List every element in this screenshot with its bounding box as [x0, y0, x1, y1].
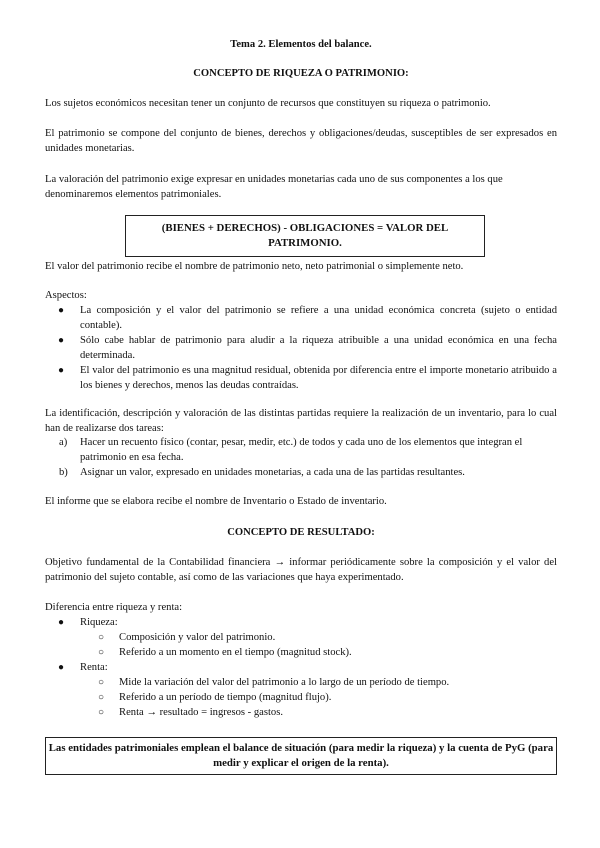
sub-list-item [45, 630, 557, 645]
list-item-text: El valor del patrimonio es una magnitud residual, obtenida por diferencia entre el importe monetario atribuido a los bienes y derechos, menos las deudas contraídas. [80, 365, 557, 391]
list-marker: b) [59, 467, 68, 478]
summary-text: Las entidades patrimoniales emplean el balance de situación (para medir la riqueza) y la cuenta de PyG (para medir y explicar el origen de la renta). [48, 742, 554, 769]
list-item-text: La composición y el valor del patrimonio se refiere a una unidad económica concreta (sujeto o entidad contable). [80, 305, 557, 331]
bullet-icon: ● [58, 305, 65, 316]
bullet-icon: ● [58, 617, 65, 628]
bullet-icon: ● [58, 335, 65, 346]
bullet-icon: ● [58, 365, 65, 376]
list-item-text: Referido a un momento en el tiempo (magnitud stock). [119, 647, 352, 658]
paragraph: La valoración del patrimonio exige expresar en unidades monetarias cada uno de sus componentes a los que denominaremos elementos patrimoniales. [45, 174, 503, 200]
list-item-text: Referido a un período de tiempo (magnitud flujo). [119, 692, 332, 703]
list-item-renta [45, 660, 557, 675]
list-item [45, 363, 557, 393]
list-item-text: Renta → resultado = ingresos - gastos. [119, 707, 283, 718]
aspects-label: Aspectos: [45, 290, 87, 301]
circle-bullet-icon: ○ [98, 632, 105, 643]
paragraph: El patrimonio se compone del conjunto de bienes, derechos y obligaciones/deudas, susceptibles de ser expresados en unidades monetarias. [45, 128, 557, 154]
circle-bullet-icon: ○ [98, 707, 105, 718]
formula-text: (BIENES + DERECHOS) - OBLIGACIONES = VALOR DEL PATRIMONIO. [161, 222, 449, 249]
list-item-text: Mide la variación del valor del patrimonio a lo largo de un período de tiempo. [119, 677, 450, 688]
tasks-list [45, 435, 557, 480]
circle-bullet-icon: ○ [98, 692, 105, 703]
list-item-text: Hacer un recuento físico (contar, pesar, medir, etc.) de todos y cada uno de los elementos que integran el patrimonio en esa fecha. [80, 437, 523, 463]
riqueza-renta-list [45, 615, 557, 720]
list-item-text: Riqueza: [80, 617, 118, 628]
list-item [45, 465, 557, 480]
bullet-icon: ● [58, 662, 65, 673]
list-item [45, 435, 557, 465]
list-item [45, 303, 557, 333]
list-item-riqueza [45, 615, 557, 630]
document-title: Tema 2. Elementos del balance. [230, 39, 372, 50]
paragraph: La identificación, descripción y valoración de las distintas partidas requiere la realización de un inventario, para lo cual han de realizarse dos tareas: [45, 408, 557, 434]
sub-list-item [45, 705, 557, 720]
sub-list-item [45, 675, 557, 690]
list-item-text: Composición y valor del patrimonio. [119, 632, 276, 643]
list-item-text: Renta: [80, 662, 108, 673]
paragraph: Objetivo fundamental de la Contabilidad financiera → informar periódicamente sobre la composición y el valor del patrimonio del sujeto contable, así como de las variaciones que haya experimentado. [45, 557, 557, 583]
list-item-text: Sólo cabe hablar de patrimonio para aludir a la riqueza atribuible a una unidad económica en una fecha determinada. [80, 335, 557, 361]
sub-list-item [45, 690, 557, 705]
sub-list-item [45, 645, 557, 660]
list-item-text: Asignar un valor, expresado en unidades monetarias, a cada una de las partidas resultantes. [80, 467, 465, 478]
paragraph: El informe que se elabora recibe el nombre de Inventario o Estado de inventario. [45, 496, 387, 507]
paragraph: El valor del patrimonio recibe el nombre de patrimonio neto, neto patrimonial o simplemente neto. [45, 261, 464, 272]
section-heading-riqueza: CONCEPTO DE RIQUEZA O PATRIMONIO: [193, 68, 409, 79]
diff-label: Diferencia entre riqueza y renta: [45, 602, 183, 613]
formula-box [125, 215, 485, 257]
circle-bullet-icon: ○ [98, 647, 105, 658]
paragraph: Los sujetos económicos necesitan tener un conjunto de recursos que constituyen su riqueza o patrimonio. [45, 98, 491, 109]
list-marker: a) [59, 437, 68, 448]
circle-bullet-icon: ○ [98, 677, 105, 688]
list-item [45, 333, 557, 363]
summary-box [45, 737, 557, 775]
aspects-list [45, 303, 557, 393]
section-heading-resultado: CONCEPTO DE RESULTADO: [227, 527, 375, 538]
